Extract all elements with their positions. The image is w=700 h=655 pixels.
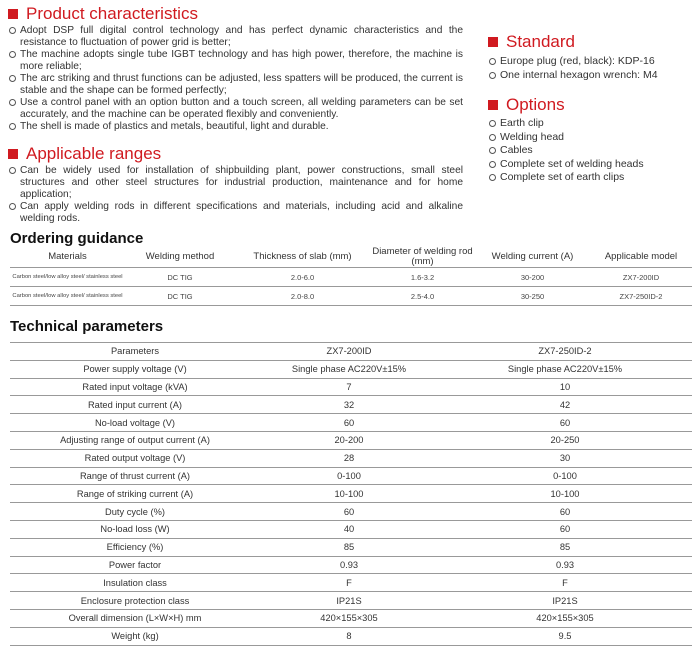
circle-bullet-icon <box>489 120 496 127</box>
technical-table <box>10 342 692 646</box>
table-cell: 32 <box>343 399 355 410</box>
column-header: Thickness of slab (mm) <box>253 250 352 262</box>
table-cell: 9.5 <box>558 631 572 642</box>
table-cell: 42 <box>559 399 571 410</box>
table-cell: 60 <box>343 506 355 517</box>
table-cell: 1.6-3.2 <box>410 272 435 282</box>
table-row <box>10 468 692 486</box>
column-header: ZX7-200ID <box>326 346 372 357</box>
table-cell: 420×155×305 <box>320 613 378 624</box>
list-item: Cables <box>488 144 644 158</box>
list-item: One internal hexagon wrench: M4 <box>488 69 658 83</box>
section-title: Standard <box>506 32 575 51</box>
circle-bullet-icon <box>9 123 16 130</box>
table-row <box>10 610 692 628</box>
red-square-icon <box>8 9 18 19</box>
table-cell: 7 <box>346 381 352 392</box>
column-header: Applicable model <box>604 250 678 262</box>
column-header: Materials <box>48 250 87 262</box>
table-cell: 10 <box>559 381 571 392</box>
technical-table-header <box>10 343 692 361</box>
circle-bullet-icon <box>489 72 496 79</box>
list-item: Adopt DSP full digital control technology and has perfect dynamic characteristics and the resistance to fluctuation of power grid is better; <box>8 25 463 49</box>
table-cell: Range of thrust current (A) <box>79 470 191 481</box>
table-cell: 0.93 <box>339 559 359 570</box>
table-cell: 85 <box>559 542 571 553</box>
table-cell: Rated input voltage (kVA) <box>82 381 188 392</box>
table-row <box>10 432 692 450</box>
table-cell: 30 <box>559 453 571 464</box>
list-item: Earth clip <box>488 117 644 131</box>
circle-bullet-icon <box>9 27 16 34</box>
circle-bullet-icon <box>9 203 16 210</box>
circle-bullet-icon <box>9 75 16 82</box>
ordering-guidance-title: Ordering guidance <box>10 230 144 247</box>
table-cell: Range of striking current (A) <box>76 488 194 499</box>
column-header: Welding current (A) <box>491 250 574 262</box>
applicable-ranges-heading <box>8 144 161 164</box>
product-characteristics-heading <box>8 4 198 24</box>
table-row <box>10 557 692 575</box>
table-row <box>10 414 692 432</box>
red-square-icon <box>488 100 498 110</box>
table-cell: 20-200 <box>334 435 364 446</box>
table-cell: IP21S <box>552 595 578 606</box>
circle-bullet-icon <box>489 161 496 168</box>
table-row <box>10 485 692 503</box>
options-heading <box>488 95 565 115</box>
list-item: Can be widely used for installation of shipbuilding plant, power constructions, small steel structures and other steel structures for industrial production, maintenance and for home application; <box>8 165 463 201</box>
circle-bullet-icon <box>489 147 496 154</box>
table-cell: 420×155×305 <box>536 613 594 624</box>
list-item: Can apply welding rods in different specifications and materials, including acid and alkaline welding rods. <box>8 201 463 225</box>
product-characteristics-list <box>8 25 463 133</box>
section-title: Product characteristics <box>26 4 198 23</box>
circle-bullet-icon <box>489 134 496 141</box>
circle-bullet-icon <box>489 58 496 65</box>
table-cell: Power factor <box>108 559 162 570</box>
red-square-icon <box>8 149 18 159</box>
table-row <box>10 450 692 468</box>
table-row <box>10 539 692 557</box>
table-cell: 60 <box>559 417 571 428</box>
table-cell: 28 <box>343 453 355 464</box>
table-cell: 0.93 <box>555 559 575 570</box>
circle-bullet-icon <box>9 99 16 106</box>
table-cell: 60 <box>559 524 571 535</box>
ordering-table <box>10 246 692 306</box>
table-cell: 10-100 <box>550 488 580 499</box>
table-row <box>10 521 692 539</box>
table-row <box>10 574 692 592</box>
table-cell: DC TIG <box>167 291 193 301</box>
table-cell: 40 <box>343 524 355 535</box>
section-title: Options <box>506 95 565 114</box>
standard-list <box>488 55 658 82</box>
table-row <box>10 287 692 306</box>
list-item: The arc striking and thrust functions can be adjusted, less spatters will be produced, the current is stable and the shape can be formed perfectly; <box>8 73 463 97</box>
list-item: Complete set of welding heads <box>488 158 644 172</box>
table-cell: Efficiency (%) <box>106 542 164 553</box>
section-title: Applicable ranges <box>26 144 162 163</box>
table-cell: Carbon steel/low alloy steel/ stainless steel <box>12 292 123 299</box>
applicable-ranges-list <box>8 165 463 225</box>
table-cell: DC TIG <box>167 272 193 282</box>
table-row <box>10 628 692 646</box>
table-cell: 2.5-4.0 <box>410 291 435 301</box>
list-item: The shell is made of plastics and metals, beautiful, light and durable. <box>8 121 463 133</box>
list-item: Complete set of earth clips <box>488 171 644 185</box>
table-row <box>10 592 692 610</box>
table-row <box>10 396 692 414</box>
table-cell: 20-250 <box>550 435 580 446</box>
table-row <box>10 379 692 397</box>
red-square-icon <box>488 37 498 47</box>
column-header: ZX7-250ID-2 <box>538 346 592 357</box>
table-cell: 0-100 <box>337 470 361 481</box>
list-item: Welding head <box>488 131 644 145</box>
list-item: The machine adopts single tube IGBT technology and has high power, therefore, the machine is more reliable; <box>8 49 463 73</box>
table-cell: Carbon steel/low alloy steel/ stainless steel <box>12 273 123 280</box>
table-cell: 85 <box>343 542 355 553</box>
standard-heading <box>488 32 575 52</box>
circle-bullet-icon <box>9 167 16 174</box>
table-cell: 0-100 <box>553 470 577 481</box>
table-cell: 60 <box>343 417 355 428</box>
table-cell: 2.0-6.0 <box>290 272 315 282</box>
table-cell: Adjusting range of output current (A) <box>60 435 210 446</box>
table-cell: ZX7-200ID <box>622 272 660 282</box>
table-cell: Weight (kg) <box>111 631 159 642</box>
table-cell: 30-250 <box>520 291 545 301</box>
table-cell: Enclosure protection class <box>80 595 190 606</box>
table-cell: No-load voltage (V) <box>94 417 176 428</box>
table-row <box>10 361 692 379</box>
table-cell: F <box>346 577 352 588</box>
options-list <box>488 117 644 185</box>
circle-bullet-icon <box>9 51 16 58</box>
table-row <box>10 503 692 521</box>
table-cell: 8 <box>346 631 352 642</box>
table-cell: 10-100 <box>334 488 364 499</box>
table-cell: Power supply voltage (V) <box>83 364 187 375</box>
table-cell: F <box>562 577 568 588</box>
table-cell: 30-200 <box>520 272 545 282</box>
table-row <box>10 268 692 287</box>
list-item: Europe plug (red, black): KDP-16 <box>488 55 658 69</box>
circle-bullet-icon <box>489 174 496 181</box>
table-cell: ZX7-250ID-2 <box>619 291 663 301</box>
table-cell: Duty cycle (%) <box>105 506 165 517</box>
table-cell: IP21S <box>336 595 362 606</box>
table-cell: No-load loss (W) <box>100 524 170 535</box>
technical-parameters-title: Technical parameters <box>10 318 164 335</box>
list-item: Use a control panel with an option button and a touch screen, all welding parameters can be set accurately, and the machine can be operated flexibly and conveniently. <box>8 97 463 121</box>
table-cell: Insulation class <box>103 577 167 588</box>
table-cell: 60 <box>559 506 571 517</box>
column-header: Diameter of welding rod (mm) <box>372 245 473 267</box>
table-cell: Rated input current (A) <box>87 399 183 410</box>
column-header: Welding method <box>145 250 215 262</box>
table-cell: Rated output voltage (V) <box>84 453 186 464</box>
table-cell: Single phase AC220V±15% <box>507 364 623 375</box>
ordering-table-header <box>10 246 692 268</box>
table-cell: 2.0-8.0 <box>290 291 315 301</box>
table-cell: Single phase AC220V±15% <box>291 364 407 375</box>
table-cell: Overall dimension (L×W×H) mm <box>68 613 202 624</box>
column-header: Parameters <box>110 346 160 357</box>
